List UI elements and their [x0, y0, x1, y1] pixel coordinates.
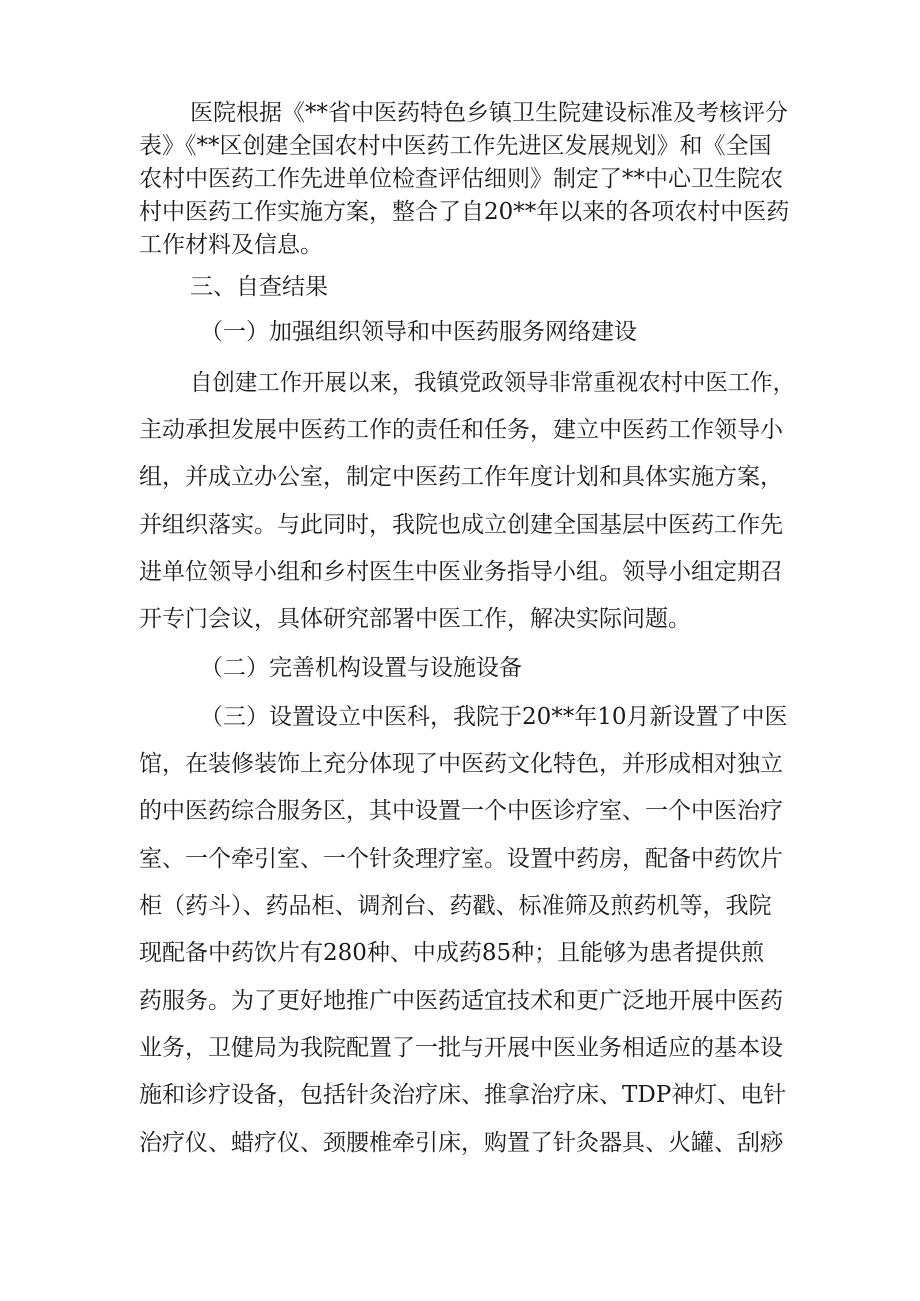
paragraph-line: 治疗仪、蜡疗仪、颈腰椎牵引床，购置了针灸器具、火罐、刮痧 [139, 1130, 783, 1156]
section-heading: 三、自查结果 [190, 274, 328, 300]
paragraph-line: 医院根据《**省中医药特色乡镇卫生院建设标准及考核评分 [190, 100, 788, 126]
paragraph-line: 组，并成立办公室，制定中医药工作年度计划和具体实施方案， [139, 464, 783, 490]
paragraph-line: 室、一个牵引室、一个针灸理疗室。设置中药房，配备中药饮片 [139, 846, 783, 872]
paragraph-line: 进单位领导小组和乡村医生中医业务指导小组。领导小组定期召 [139, 559, 783, 585]
paragraph-line: 表》《**区创建全国农村中医药工作先进区发展规划》和《全国 [139, 133, 772, 159]
paragraph-line: 主动承担发展中医药工作的责任和任务，建立中医药工作领导小 [139, 417, 783, 443]
paragraph-line: 馆，在装修装饰上充分体现了中医药文化特色，并形成相对独立 [139, 751, 783, 777]
paragraph-line: 的中医药综合服务区，其中设置一个中医诊疗室、一个中医治疗 [139, 798, 783, 824]
subsection-heading: （一）加强组织领导和中医药服务网络建设 [200, 319, 637, 345]
subsection-heading: （二）完善机构设置与设施设备 [200, 655, 522, 681]
paragraph-line: 施和诊疗设备，包括针灸治疗床、推拿治疗床、TDP神灯、电针 [139, 1082, 787, 1108]
paragraph-line: 村中医药工作实施方案，整合了自20**年以来的各项农村中医药 [139, 199, 790, 225]
paragraph-line: 业务，卫健局为我院配置了一批与开展中医业务相适应的基本设 [139, 1035, 783, 1061]
paragraph-line: （三）设置设立中医科，我院于20**年10月新设置了中医 [200, 704, 788, 730]
paragraph-line: 现配备中药饮片有280种、中成药85种；且能够为患者提供煎 [139, 940, 765, 966]
paragraph-line: 工作材料及信息。 [139, 232, 323, 258]
paragraph-line: 自创建工作开展以来，我镇党政领导非常重视农村中医工作， [190, 370, 795, 396]
paragraph-line: 并组织落实。与此同时，我院也成立创建全国基层中医药工作先 [139, 512, 783, 538]
paragraph-line: 药服务。为了更好地推广中医药适宜技术和更广泛地开展中医药 [139, 988, 783, 1014]
paragraph-line: 开专门会议，具体研究部署中医工作，解决实际问题。 [139, 606, 691, 632]
paragraph-line: 柜（药斗）、药品柜、调剂台、药戳、标准筛及煎药机等，我院 [139, 893, 772, 919]
paragraph-line: 农村中医药工作先进单位检查评估细则》制定了**中心卫生院农 [139, 166, 783, 192]
